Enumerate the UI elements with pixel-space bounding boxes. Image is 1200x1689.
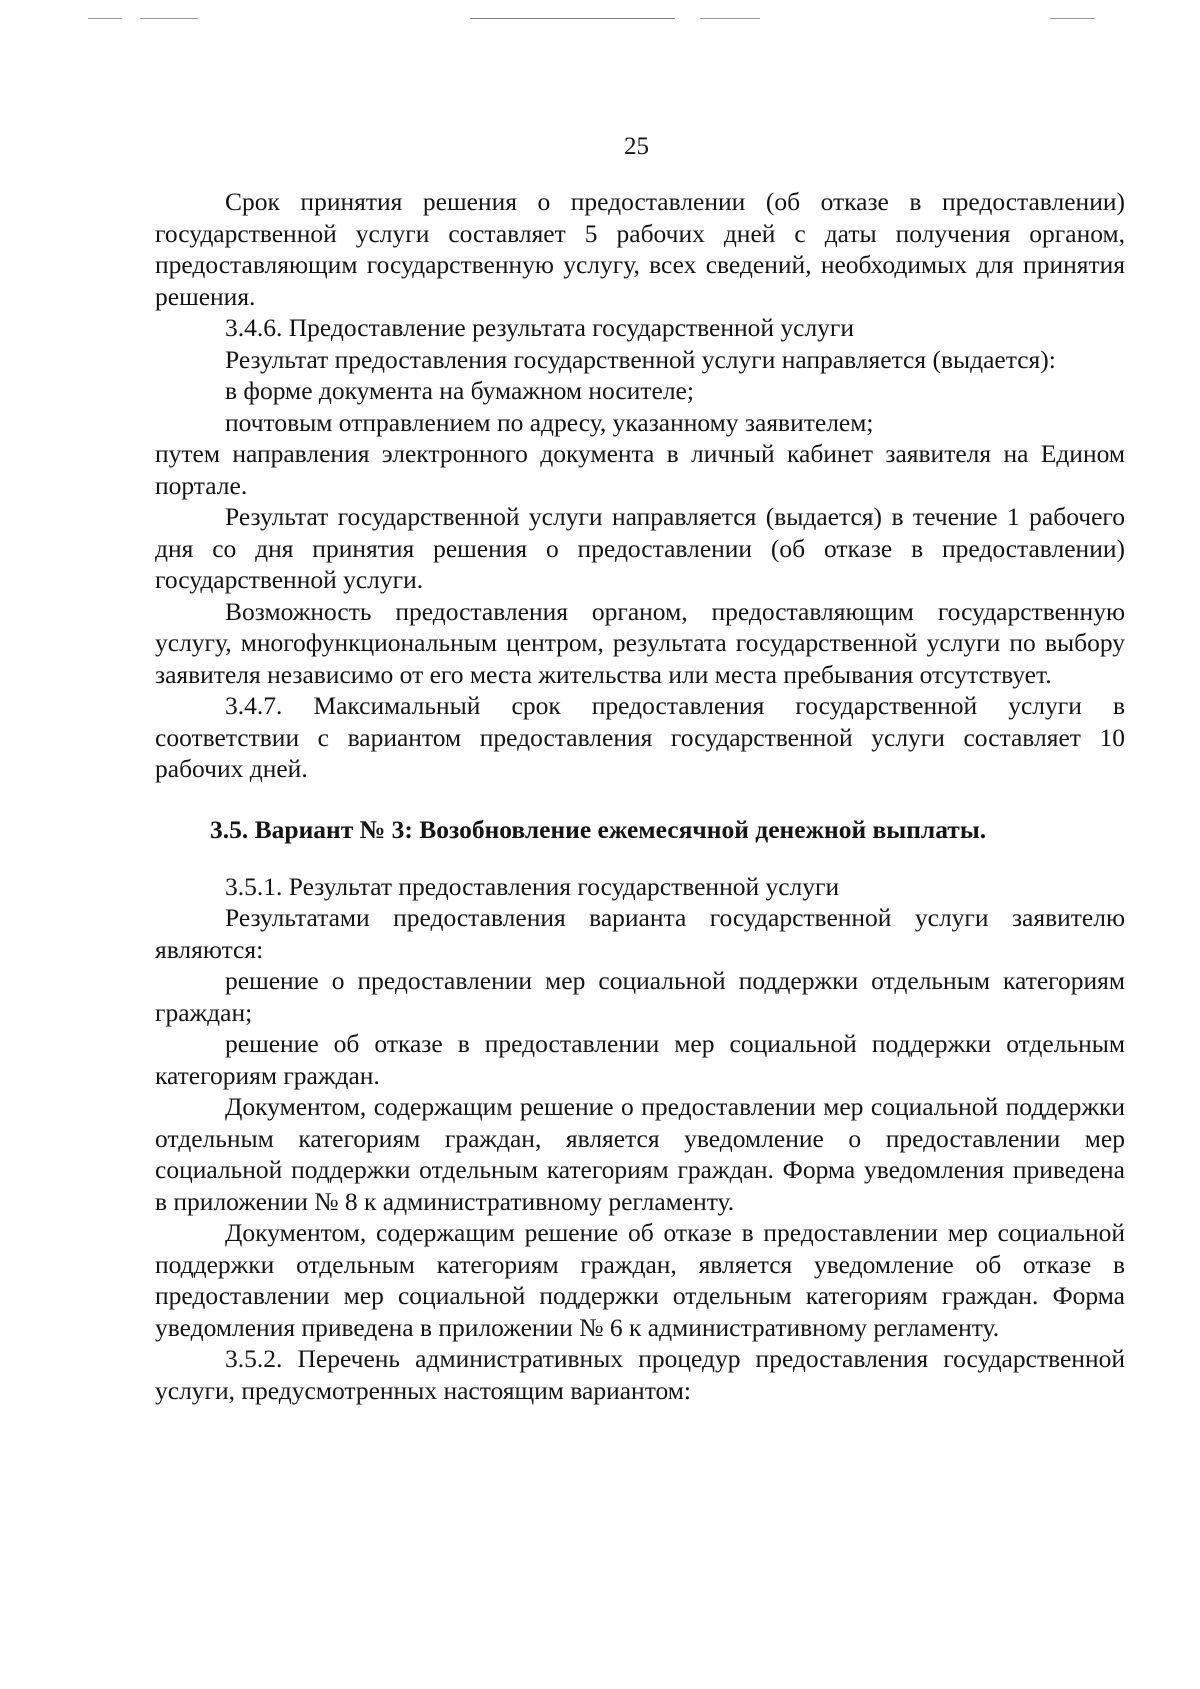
paragraph-max-term-3-4-7: 3.4.7. Максимальный срок предоставления государственной услуги в соответствии с вариантом предоставления государственной услуги составляет 10 рабочих дней. [155,691,1125,783]
list-item-decision-grant: решение о предоставлении мер социальной поддержки отдельным категориям граждан; [155,966,1125,1027]
list-item-decision-refusal: решение об отказе в предоставлении мер социальной поддержки отдельным категориям граждан. [155,1029,1125,1090]
subsection-heading-3-5-2: 3.5.2. Перечень административных процедур предоставления государственной услуги, предусмотренных настоящим вариантом: [155,1344,1125,1405]
paragraph-result-delivery: Результат предоставления государственной услуги направляется (выдается): [225,344,1056,374]
paragraph-grant-notice-form: Документом, содержащим решение о предоставлении мер социальной поддержки отдельным категориям граждан, является уведомление о предоставлении мер социальной поддержки отдельным категориям граждан. Форма уведомления приведена в приложении № 8 к административному регламенту. [155,1092,1125,1216]
list-item-postal-delivery: почтовым отправлением по адресу, указанному заявителем; [225,407,874,437]
page-number: 25 [624,133,649,160]
subsection-heading-3-5-1: 3.5.1. Результат предоставления государственной услуги [225,871,840,901]
paragraph-result-timing: Результат государственной услуги направляется (выдается) в течение 1 рабочего дня со дня принятия решения о предоставлении (об отказе в предоставлении) государственной услуги. [155,502,1125,594]
paragraph-results-list-intro: Результатами предоставления варианта государственной услуги заявителю являются: [155,903,1125,964]
document-body [155,186,1125,1406]
paragraph-decision-term: Срок принятия решения о предоставлении (об отказе в предоставлении) государственной услуги составляет 5 рабочих дней с даты получения органом, предоставляющим государственную услугу, всех сведений, необходимых для принятия решения. [155,187,1125,311]
section-heading-3-5: 3.5. Вариант № 3: Возобновление ежемесячной денежной выплаты. [210,814,987,844]
subsection-heading-3-4-6: 3.4.6. Предоставление результата государственной услуги [225,313,855,342]
paragraph-refusal-notice-form: Документом, содержащим решение об отказе в предоставлении мер социальной поддержки отдельным категориям граждан, является уведомление об отказе в предоставлении мер социальной поддержки отдельным категориям граждан. Форма уведомления приведена в приложении № 6 к административному регламенту. [155,1218,1125,1342]
list-item-paper-document: в форме документа на бумажном носителе; [225,376,694,405]
scan-edge-marks [0,18,1200,22]
list-item-electronic-cabinet: путем направления электронного документа в личный кабинет заявителя на Едином портале. [155,439,1125,500]
paragraph-extraterritorial-note: Возможность предоставления органом, предоставляющим государственную услугу, многофункциональным центром, результата государственной услуги по выбору заявителя независимо от его места жительства или места пребывания отсутствует. [155,596,1125,689]
